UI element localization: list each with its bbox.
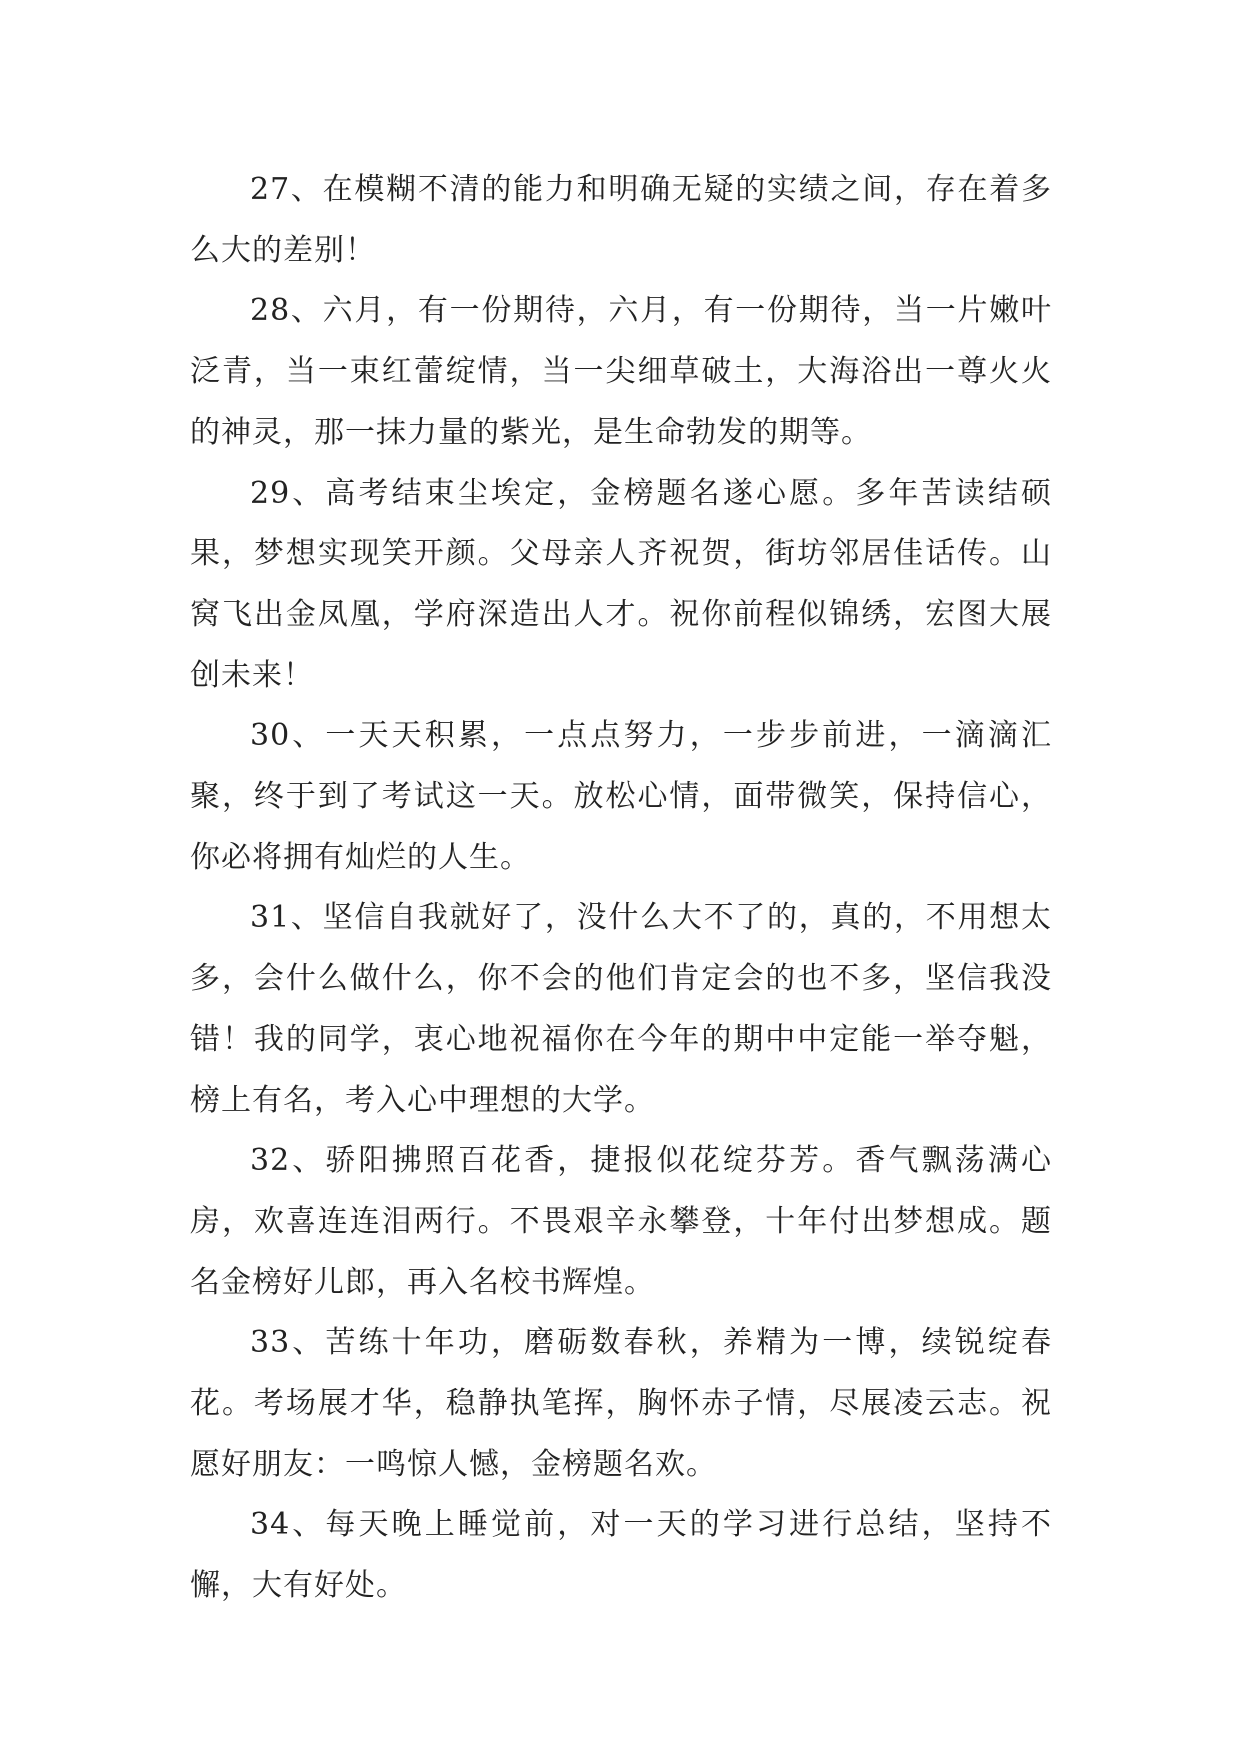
paragraph-33: 33、苦练十年功，磨砺数春秋，养精为一博，续锐绽春花。考场展才华，稳静执笔挥，胸怀赤子情，尽展凌云志。祝愿好朋友：一鸣惊人憾，金榜题名欢。 bbox=[190, 1325, 1052, 1482]
paragraph-32: 32、骄阳拂照百花香，捷报似花绽芬芳。香气飘荡满心房，欢喜连连泪两行。不畏艰辛永攀登，十年付出梦想成。题名金榜好儿郎，再入名校书辉煌。 bbox=[190, 1143, 1052, 1300]
paragraph-31: 31、坚信自我就好了，没什么大不了的，真的，不用想太多，会什么做什么，你不会的他们肯定会的也不多，坚信我没错！我的同学，衷心地祝福你在今年的期中中定能一举夺魁，榜上有名，考入心中理想的大学。 bbox=[190, 900, 1052, 1118]
document-body bbox=[190, 160, 1052, 1617]
paragraph-34: 34、每天晚上睡觉前，对一天的学习进行总结，坚持不懈，大有好处。 bbox=[190, 1507, 1052, 1604]
paragraph-30: 30、一天天积累，一点点努力，一步步前进，一滴滴汇聚，终于到了考试这一天。放松心情，面带微笑，保持信心，你必将拥有灿烂的人生。 bbox=[190, 718, 1052, 875]
paragraph-29: 29、高考结束尘埃定，金榜题名遂心愿。多年苦读结硕果，梦想实现笑开颜。父母亲人齐祝贺，街坊邻居佳话传。山窝飞出金凤凰，学府深造出人才。祝你前程似锦绣，宏图大展创未来！ bbox=[190, 475, 1052, 693]
paragraph-27: 27、在模糊不清的能力和明确无疑的实绩之间，存在着多么大的差别！ bbox=[190, 172, 1052, 268]
paragraph-28: 28、六月，有一份期待，六月，有一份期待，当一片嫩叶泛青，当一束红蕾绽情，当一尖细草破土，大海浴出一尊火火的神灵，那一抹力量的紫光，是生命勃发的期等。 bbox=[190, 293, 1052, 450]
